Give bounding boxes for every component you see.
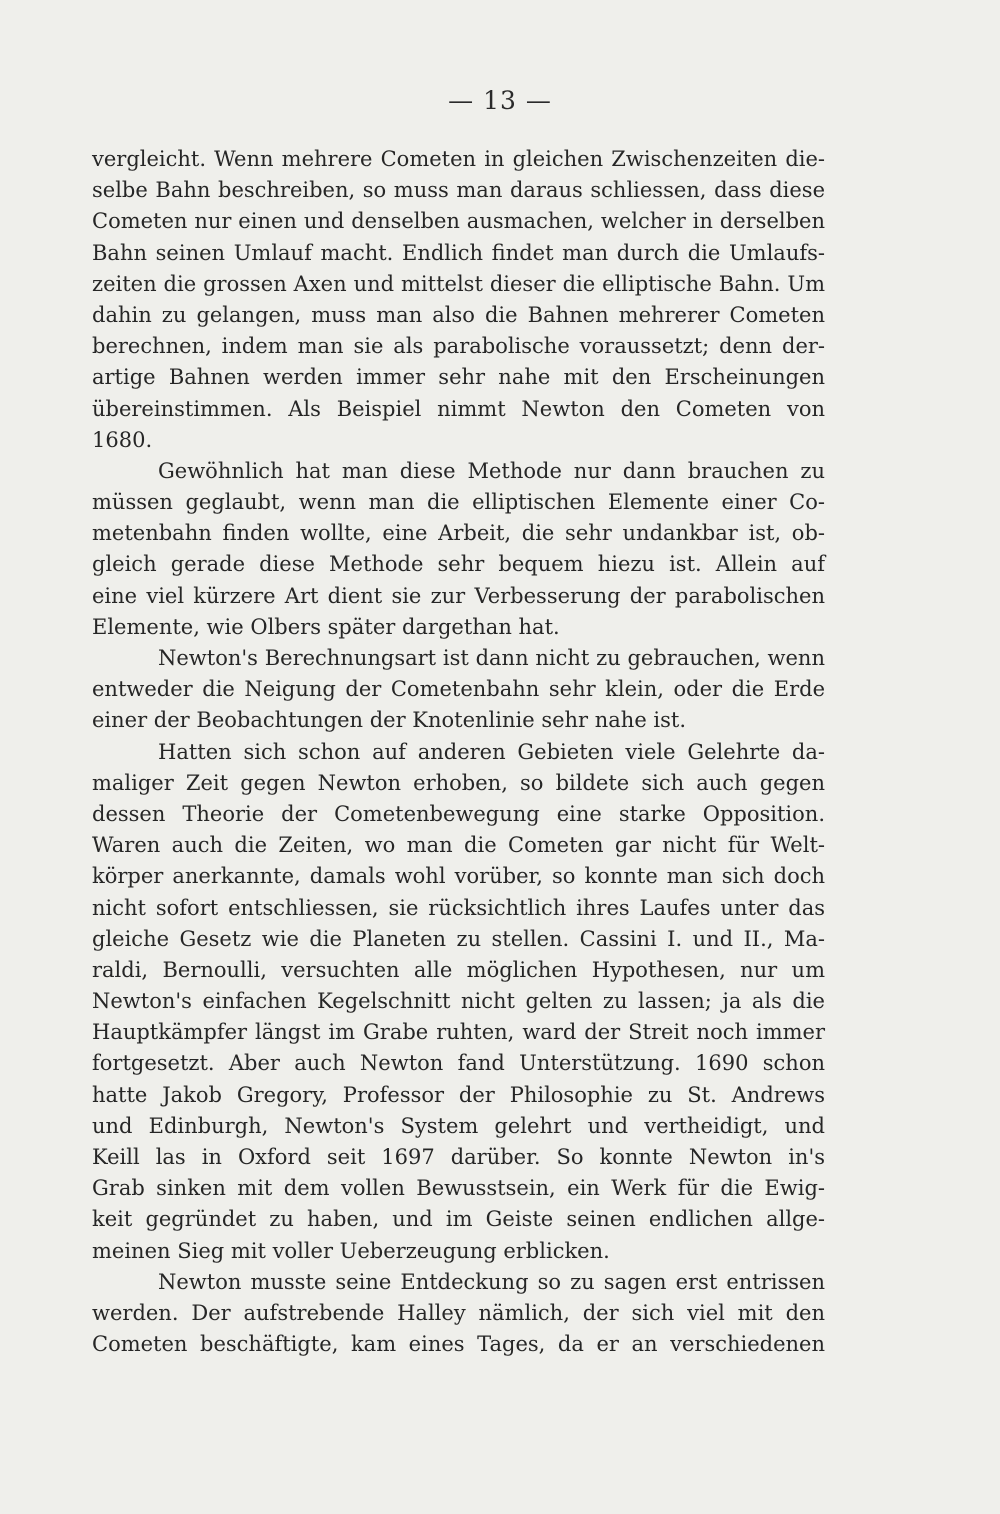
text-line: Newton's Berechnungsart ist dann nicht zu gebrauchen, wenn [158, 646, 825, 670]
text-line: Cometen beschäftigte, kam eines Tages, da er an verschiedenen [92, 1332, 825, 1357]
text-line: werden. Der aufstrebende Halley nämlich, der sich viel mit den [92, 1300, 825, 1325]
text-line: nicht sofort entschliessen, sie rücksichtlich ihres Laufes unter das [92, 895, 825, 920]
text-line: müssen geglaubt, wenn man die elliptischen Elemente einer Co- [92, 490, 825, 515]
text-line: Newton musste seine Entdeckung so zu sagen erst entrissen [158, 1269, 825, 1294]
text-line: dessen Theorie der Cometenbewegung eine starke Opposition. [92, 801, 825, 826]
page-number: — 13 — [448, 86, 552, 115]
text-line: gleiche Gesetz wie die Planeten zu stellen. Cassini I. und II., Ma- [92, 926, 825, 951]
text-line: übereinstimmen. Als Beispiel nimmt Newton den Cometen von [92, 396, 825, 421]
text-line: meinen Sieg mit voller Ueberzeugung erblicken. [92, 1238, 610, 1263]
text-line: fortgesetzt. Aber auch Newton fand Unterstützung. 1690 schon [92, 1051, 825, 1076]
text-line: Waren auch die Zeiten, wo man die Cometen gar nicht für Welt- [92, 833, 825, 858]
text-line: Newton's einfachen Kegelschnitt nicht gelten zu lassen; ja als die [92, 989, 825, 1014]
text-line: raldi, Bernoulli, versuchten alle möglichen Hypothesen, nur um [92, 957, 825, 982]
text-line: dahin zu gelangen, muss man also die Bahnen mehrerer Cometen [92, 302, 825, 327]
text-line: selbe Bahn beschreiben, so muss man daraus schliessen, dass diese [92, 178, 825, 203]
text-line: keit gegründet zu haben, und im Geiste seinen endlichen allge- [92, 1207, 825, 1232]
text-line: 1680. [92, 427, 153, 452]
text-line: hatte Jakob Gregory, Professor der Philosophie zu St. Andrews [92, 1082, 825, 1107]
text-line: artige Bahnen werden immer sehr nahe mit den Erscheinungen [92, 365, 825, 390]
text-line: maliger Zeit gegen Newton erhoben, so bildete sich auch gegen [92, 770, 825, 795]
text-line: Hatten sich schon auf anderen Gebieten viele Gelehrte da- [158, 739, 825, 764]
text-line: metenbahn finden wollte, eine Arbeit, die sehr undankbar ist, ob- [92, 521, 825, 546]
text-line: einer der Beobachtungen der Knotenlinie sehr nahe ist. [92, 708, 687, 733]
text-line: Cometen nur einen und denselben ausmachen, welcher in derselben [92, 209, 825, 234]
text-line: und Edinburgh, Newton's System gelehrt und vertheidigt, und [92, 1113, 825, 1138]
text-line: Keill las in Oxford seit 1697 darüber. So konnte Newton in's [92, 1145, 825, 1169]
text-line: zeiten die grossen Axen und mittelst dieser die elliptische Bahn. Um [92, 271, 825, 296]
text-line: Grab sinken mit dem vollen Bewusstsein, ein Werk für die Ewig- [92, 1176, 825, 1201]
text-line: entweder die Neigung der Cometenbahn sehr klein, oder die Erde [92, 677, 825, 702]
body-text [92, 144, 825, 1360]
text-line: Gewöhnlich hat man diese Methode nur dann brauchen zu [158, 458, 825, 483]
text-line: Hauptkämpfer längst im Grabe ruhten, ward der Streit noch immer [92, 1020, 825, 1045]
text-line: Elemente, wie Olbers später dargethan hat. [92, 614, 560, 639]
text-line: körper anerkannte, damals wohl vorüber, so konnte man sich doch [92, 864, 825, 889]
text-line: berechnen, indem man sie als parabolische voraussetzt; denn der- [92, 334, 825, 359]
text-line: vergleicht. Wenn mehrere Cometen in gleichen Zwischenzeiten die- [92, 147, 825, 171]
text-line: gleich gerade diese Methode sehr bequem hiezu ist. Allein auf [92, 552, 825, 577]
text-line: eine viel kürzere Art dient sie zur Verbesserung der parabolischen [92, 583, 825, 608]
text-line: Bahn seinen Umlauf macht. Endlich findet man durch die Umlaufs- [92, 240, 825, 265]
